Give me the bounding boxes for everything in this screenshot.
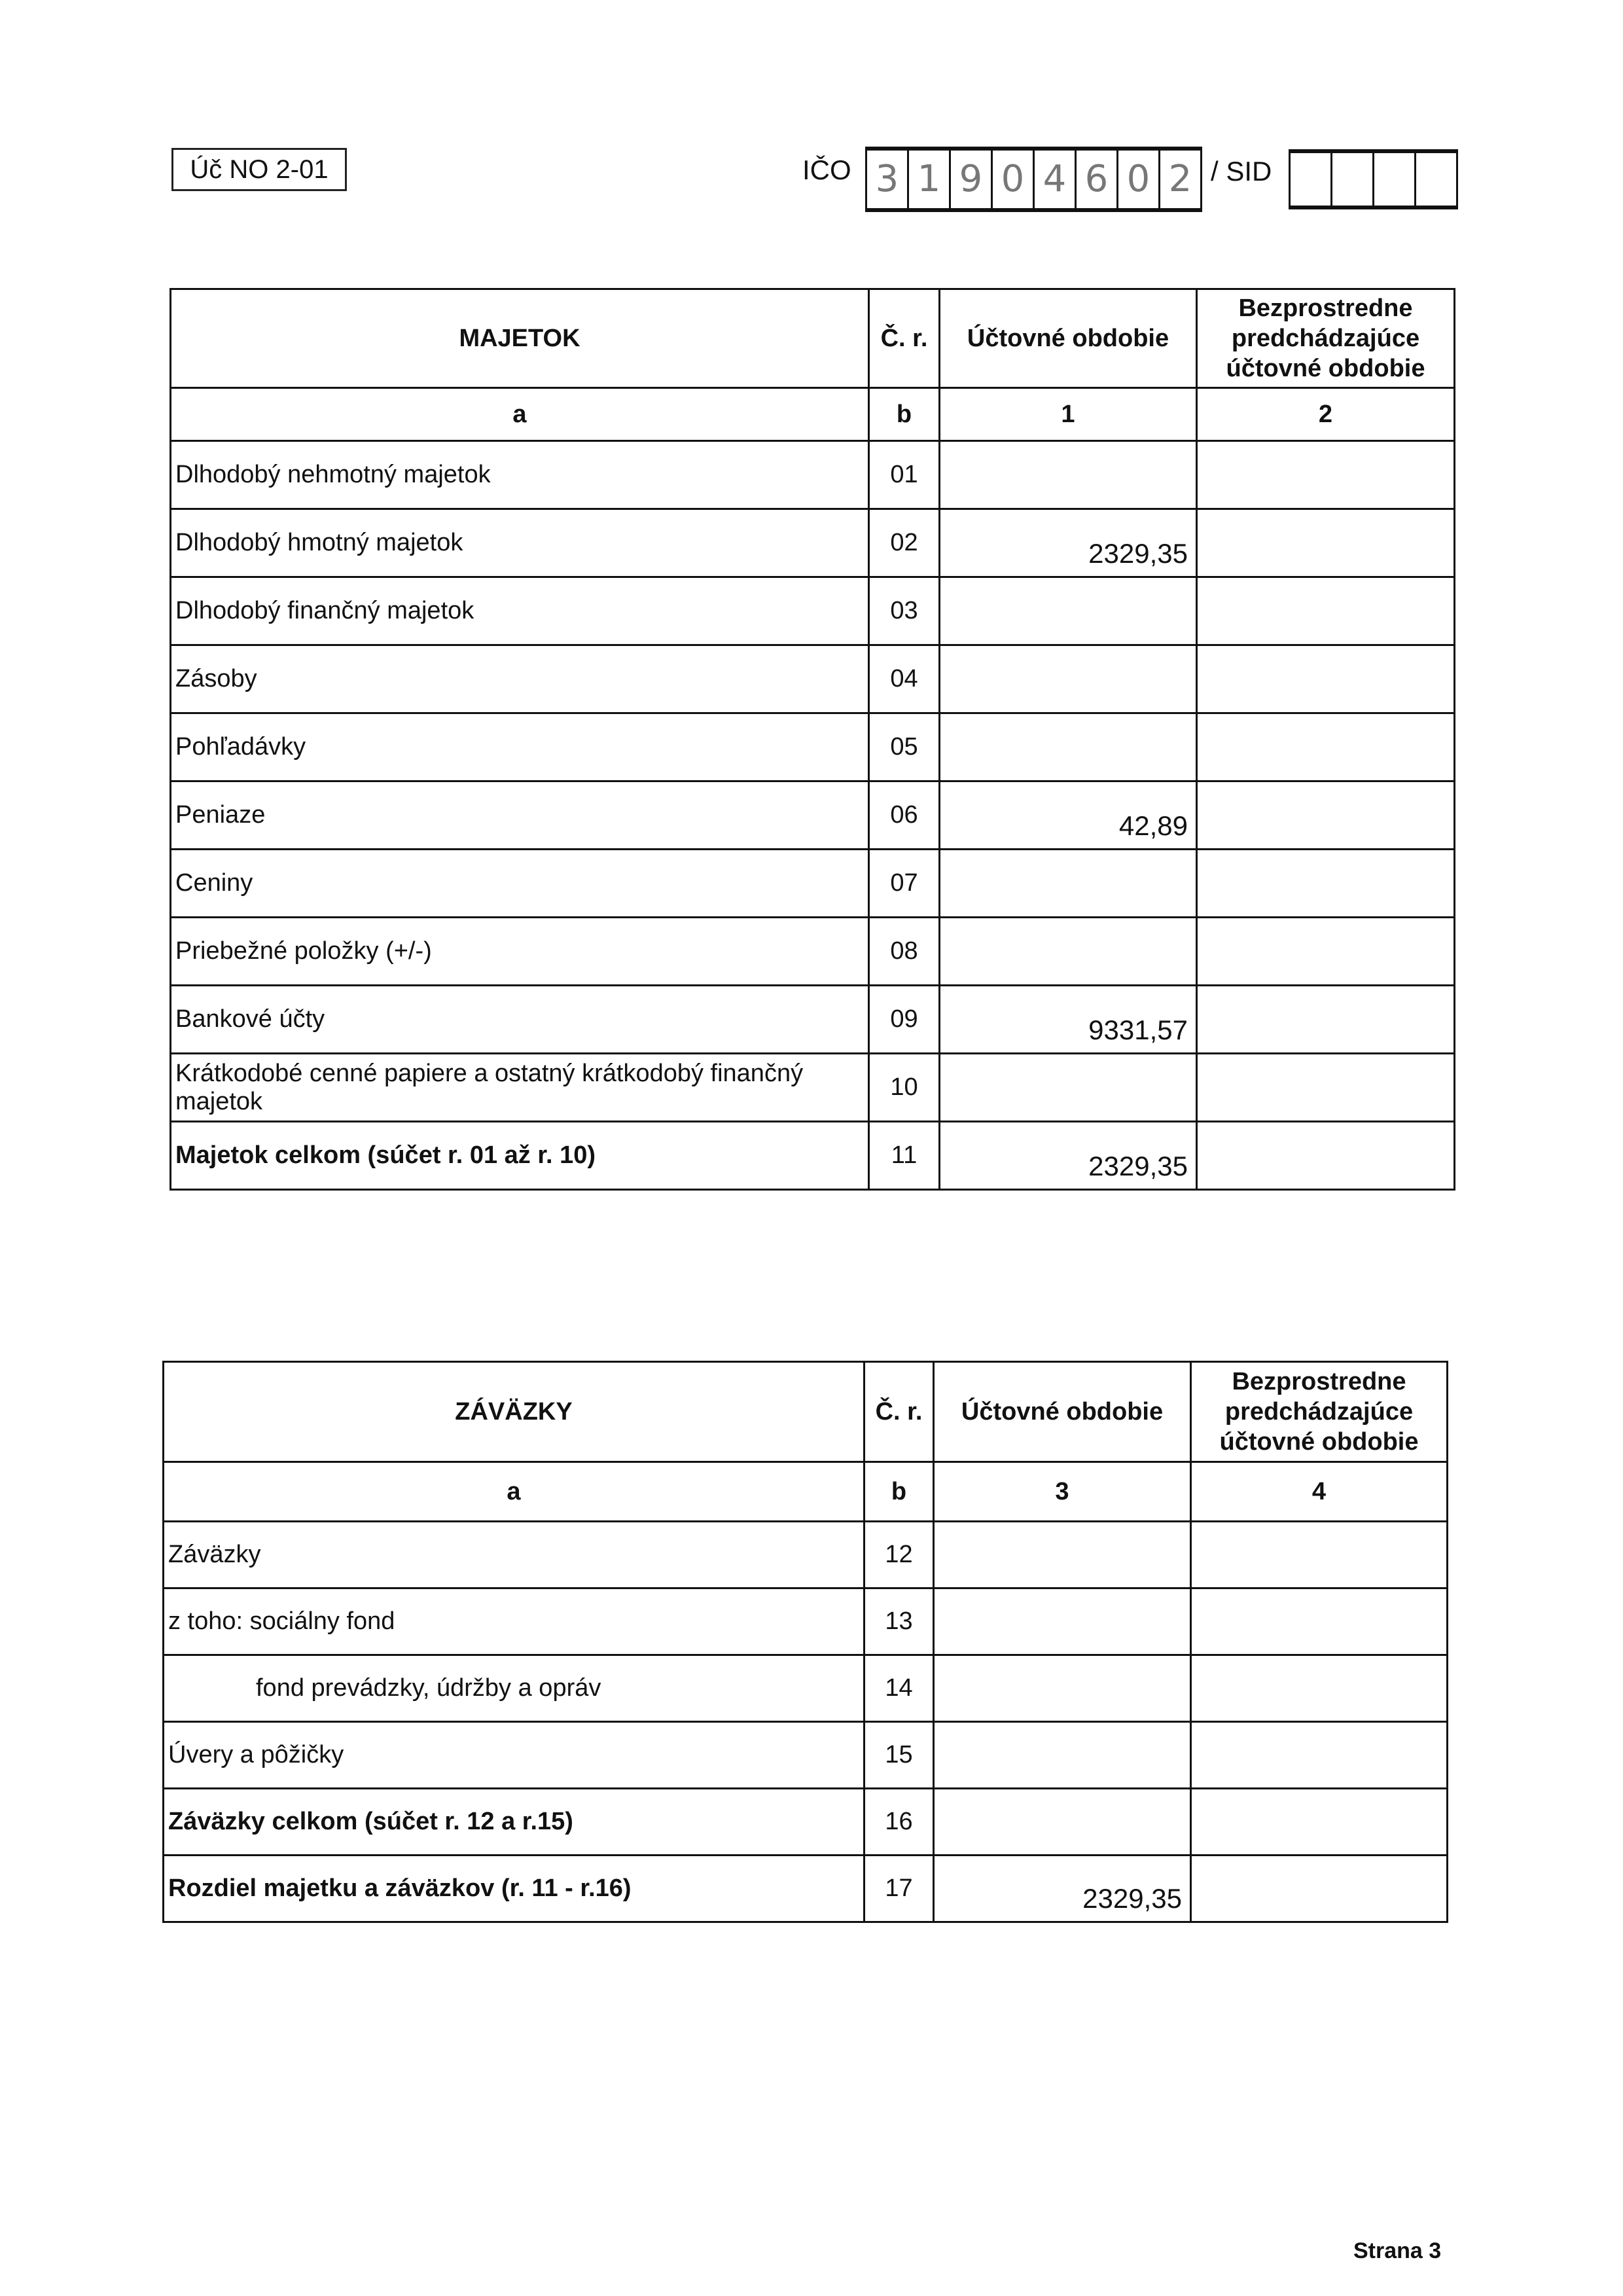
row-label: Ceniny [171, 850, 869, 918]
subheader-a: a [171, 388, 869, 441]
sid-digit[interactable] [1332, 153, 1374, 206]
value-current[interactable] [940, 850, 1197, 918]
row-number: 06 [869, 781, 940, 850]
value-current[interactable]: 9331,57 [940, 986, 1197, 1054]
liabilities-table [162, 1361, 1448, 1923]
value-previous[interactable] [1197, 713, 1455, 781]
col-header-previous: Bezprostredne predchádzajúce účtovné obdobie [1191, 1362, 1448, 1462]
sid-digit[interactable] [1416, 153, 1458, 206]
subheader-b: b [865, 1462, 934, 1522]
table-row [164, 1522, 1448, 1588]
table-row [171, 918, 1455, 986]
row-label: Krátkodobé cenné papiere a ostatný krátkodobý finančný majetok [171, 1054, 869, 1122]
value-current[interactable] [934, 1655, 1191, 1722]
value-previous[interactable] [1197, 850, 1455, 918]
row-label: Záväzky [164, 1522, 865, 1588]
page-number: Strana 3 [1353, 2238, 1442, 2263]
value-current[interactable] [934, 1522, 1191, 1588]
value-current[interactable] [940, 577, 1197, 645]
value-current[interactable] [934, 1722, 1191, 1789]
row-number: 04 [869, 645, 940, 713]
col-header-label: MAJETOK [171, 289, 869, 388]
table-row [164, 1856, 1448, 1922]
table-row [171, 509, 1455, 577]
table-row [164, 1655, 1448, 1722]
value-previous[interactable] [1197, 781, 1455, 850]
row-number: 07 [869, 850, 940, 918]
assets-table [169, 288, 1455, 1191]
table-row [171, 986, 1455, 1054]
table-row [164, 1588, 1448, 1655]
value-previous[interactable] [1197, 1054, 1455, 1122]
value-previous[interactable] [1191, 1655, 1448, 1722]
value-current[interactable]: 2329,35 [940, 509, 1197, 577]
value-current[interactable]: 42,89 [940, 781, 1197, 850]
value-previous[interactable] [1197, 918, 1455, 986]
value-current[interactable]: 2329,35 [934, 1856, 1191, 1922]
col-header-nr: Č. r. [869, 289, 940, 388]
ico-boxes [865, 147, 1202, 212]
row-number: 12 [865, 1522, 934, 1588]
row-label: fond prevádzky, údržby a opráv [164, 1655, 865, 1722]
row-number: 16 [865, 1789, 934, 1856]
value-previous[interactable] [1197, 1122, 1455, 1190]
value-previous[interactable] [1197, 986, 1455, 1054]
row-number: 03 [869, 577, 940, 645]
row-label: Rozdiel majetku a záväzkov (r. 11 - r.16) [164, 1856, 865, 1922]
value-current[interactable] [940, 645, 1197, 713]
row-number: 13 [865, 1588, 934, 1655]
ico-digit[interactable]: 0 [993, 151, 1035, 208]
row-number: 05 [869, 713, 940, 781]
value-current[interactable] [940, 441, 1197, 509]
ico-label: IČO [802, 154, 851, 185]
row-number: 15 [865, 1722, 934, 1789]
ico-digit[interactable]: 1 [909, 151, 951, 208]
row-number: 14 [865, 1655, 934, 1722]
row-number: 10 [869, 1054, 940, 1122]
ico-digit[interactable]: 2 [1160, 151, 1202, 208]
value-previous[interactable] [1191, 1588, 1448, 1655]
row-number: 02 [869, 509, 940, 577]
subheader-4: 4 [1191, 1462, 1448, 1522]
value-previous[interactable] [1191, 1522, 1448, 1588]
col-header-current: Účtovné obdobie [940, 289, 1197, 388]
sid-boxes [1289, 149, 1458, 209]
row-label: Priebežné položky (+/-) [171, 918, 869, 986]
row-number: 08 [869, 918, 940, 986]
table-row [171, 781, 1455, 850]
value-previous[interactable] [1197, 577, 1455, 645]
value-previous[interactable] [1197, 645, 1455, 713]
table-row [164, 1789, 1448, 1856]
table-row [171, 850, 1455, 918]
row-number: 11 [869, 1122, 940, 1190]
ico-digit[interactable]: 9 [951, 151, 993, 208]
value-previous[interactable] [1191, 1856, 1448, 1922]
row-number: 17 [865, 1856, 934, 1922]
value-current[interactable]: 2329,35 [940, 1122, 1197, 1190]
subheader-1: 1 [940, 388, 1197, 441]
form-code: Úč NO 2-01 [171, 148, 347, 191]
subheader-2: 2 [1197, 388, 1455, 441]
subheader-a: a [164, 1462, 865, 1522]
table-row [171, 645, 1455, 713]
value-current[interactable] [934, 1789, 1191, 1856]
row-label: Dlhodobý finančný majetok [171, 577, 869, 645]
value-current[interactable] [940, 918, 1197, 986]
row-label: Záväzky celkom (súčet r. 12 a r.15) [164, 1789, 865, 1856]
table-row [164, 1722, 1448, 1789]
row-label: Pohľadávky [171, 713, 869, 781]
row-label: Zásoby [171, 645, 869, 713]
subheader-b: b [869, 388, 940, 441]
value-previous[interactable] [1191, 1789, 1448, 1856]
ico-digit[interactable]: 3 [867, 151, 909, 208]
sid-label: / SID [1211, 156, 1272, 187]
sid-digit[interactable] [1374, 153, 1416, 206]
col-header-nr: Č. r. [865, 1362, 934, 1462]
row-label: z toho: sociálny fond [164, 1588, 865, 1655]
table-row [171, 1122, 1455, 1190]
value-current[interactable] [934, 1588, 1191, 1655]
col-header-label: ZÁVÄZKY [164, 1362, 865, 1462]
col-header-previous: Bezprostredne predchádzajúce účtovné obdobie [1197, 289, 1455, 388]
ico-digit[interactable]: 6 [1077, 151, 1118, 208]
value-current[interactable] [940, 713, 1197, 781]
row-label: Úvery a pôžičky [164, 1722, 865, 1789]
table-row [171, 1054, 1455, 1122]
row-number: 01 [869, 441, 940, 509]
sid-digit[interactable] [1291, 153, 1332, 206]
row-label: Dlhodobý hmotný majetok [171, 509, 869, 577]
col-header-current: Účtovné obdobie [934, 1362, 1191, 1462]
ico-digit[interactable]: 0 [1118, 151, 1160, 208]
table-row [171, 713, 1455, 781]
value-previous[interactable] [1197, 441, 1455, 509]
value-previous[interactable] [1191, 1722, 1448, 1789]
row-label: Majetok celkom (súčet r. 01 až r. 10) [171, 1122, 869, 1190]
row-label: Bankové účty [171, 986, 869, 1054]
ico-digit[interactable]: 4 [1035, 151, 1077, 208]
value-current[interactable] [940, 1054, 1197, 1122]
subheader-3: 3 [934, 1462, 1191, 1522]
table-row [171, 441, 1455, 509]
value-previous[interactable] [1197, 509, 1455, 577]
row-label: Dlhodobý nehmotný majetok [171, 441, 869, 509]
row-number: 09 [869, 986, 940, 1054]
row-label: Peniaze [171, 781, 869, 850]
table-row [171, 577, 1455, 645]
